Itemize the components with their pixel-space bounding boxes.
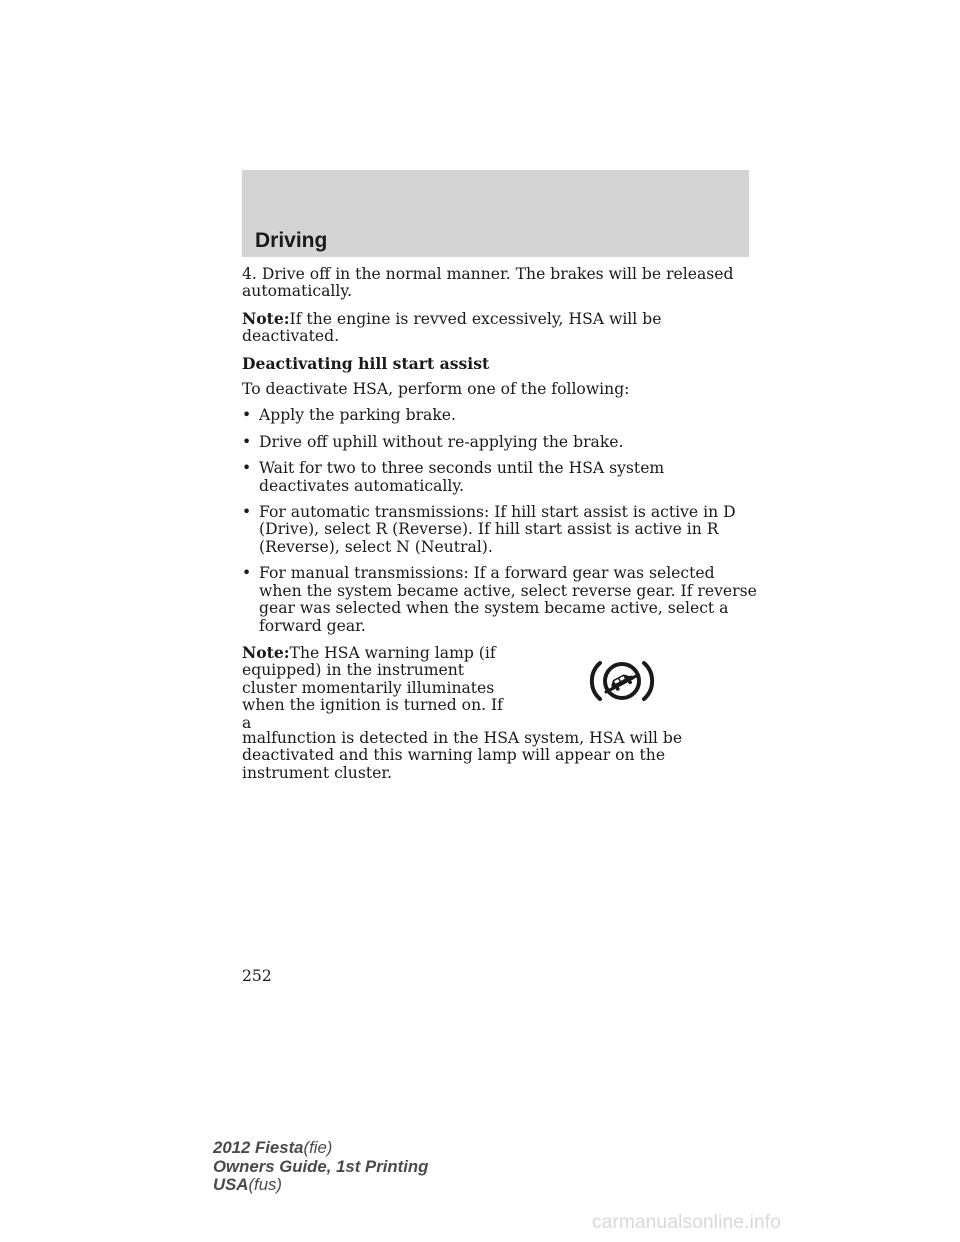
list-item [242,565,757,635]
footer-market-code: (fus) [248,1175,282,1194]
section-heading: Deactivating hill start assist [242,353,490,373]
list-item [242,460,757,495]
footer-line-1 [213,1139,428,1158]
warning-lamp-note [242,644,757,782]
section-header [242,170,749,257]
list-item-text: Apply the parking brake. [259,406,456,425]
page-number: 252 [242,967,272,985]
step-4-paragraph: 4. Drive off in the normal manner. The brakes will be released automatically. [242,265,734,301]
document-footer [213,1139,428,1195]
watermark: carmanualsonline.info [592,1212,782,1233]
note-paragraph [242,310,757,346]
list-item-text: Drive off uphill without re-applying the brake. [259,432,624,451]
note-label: Note: [242,642,290,662]
warning-lamp-note-continuation: malfunction is detected in the HSA system, HSA will be deactivated and this warning lamp will appear on the instrument cluster. [242,728,683,782]
list-item [242,407,757,424]
footer-edition: Owners Guide, 1st Printing [213,1156,429,1176]
footer-line-3 [213,1176,428,1195]
bullet-marker: • [242,406,252,425]
warning-lamp-note-text [242,644,510,732]
note-text: The HSA warning lamp (if equipped) in the instrument cluster momentarily illuminates when the ignition is turned on. If a [242,643,503,732]
section-title: Driving [255,229,328,252]
note-text: If the engine is revved excessively, HSA will be deactivated. [242,309,662,346]
list-item [242,434,757,451]
note-label: Note: [242,308,290,328]
list-item-text: For manual transmissions: If a forward gear was selected when the system became active, select reverse gear. If reverse gear was selected when the system became active, select a forward gear. [259,564,757,635]
list-item [242,504,757,556]
bullet-marker: • [242,564,252,583]
footer-model-code: (fie) [303,1138,333,1157]
bullet-marker: • [242,432,252,451]
hill-start-assist-warning-lamp-icon [589,657,655,705]
list-item-text: Wait for two to three seconds until the HSA system deactivates automatically. [259,459,665,495]
bullet-marker: • [242,503,252,522]
bullet-marker: • [242,459,252,478]
page-content [242,266,757,782]
deactivation-list [242,407,757,634]
warning-lamp-figure [585,647,677,719]
footer-model: 2012 Fiesta [213,1138,304,1157]
intro-paragraph: To deactivate HSA, perform one of the following: [242,380,630,399]
list-item-text: For automatic transmissions: If hill start assist is active in D (Drive), select R (Reverse). If hill start assist is active in R (Reverse), select N (Neutral). [259,503,736,556]
footer-market: USA [213,1175,249,1194]
footer-line-2 [213,1158,428,1177]
